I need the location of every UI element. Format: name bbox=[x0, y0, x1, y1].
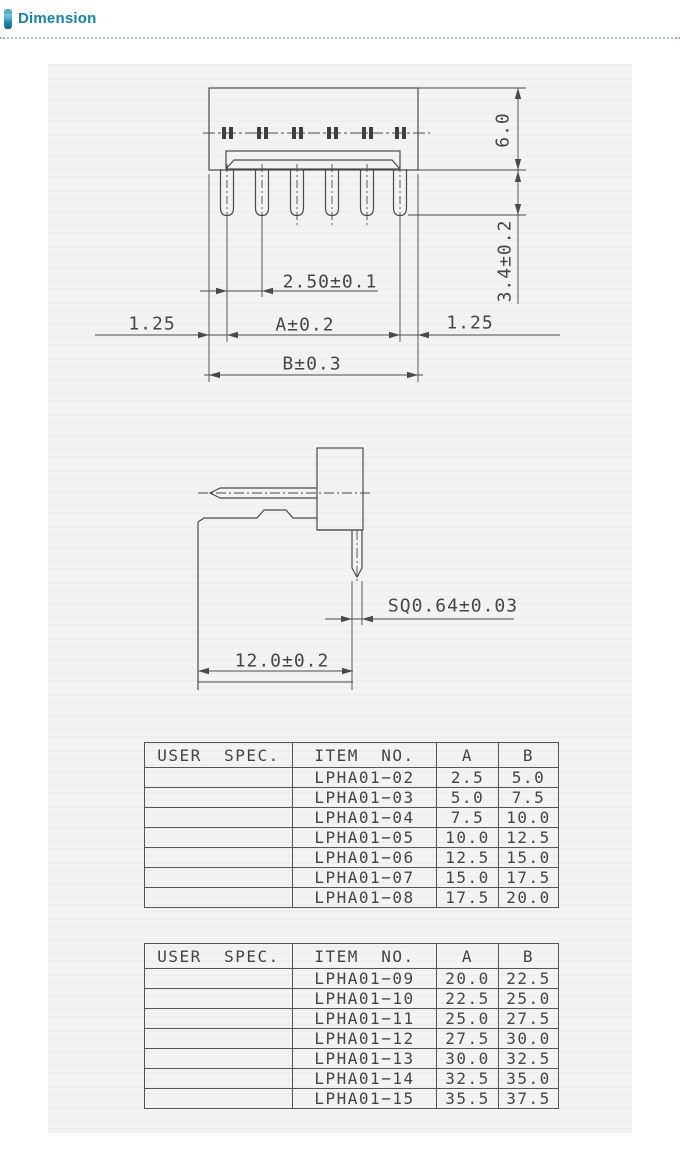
cell-user-spec bbox=[145, 768, 293, 788]
cell-user-spec bbox=[145, 868, 293, 888]
table-row bbox=[145, 888, 559, 908]
cell-dim-a: 5.0 bbox=[437, 788, 499, 808]
table-row bbox=[145, 768, 559, 788]
side-view-drawing bbox=[48, 404, 632, 704]
cell-item-no: LPHA01−07 bbox=[293, 868, 437, 888]
section-header bbox=[0, 0, 680, 42]
cell-dim-a: 32.5 bbox=[437, 1069, 499, 1089]
col-header-a: A bbox=[437, 944, 499, 969]
table-header-row bbox=[145, 944, 559, 969]
cell-item-no: LPHA01−15 bbox=[293, 1089, 437, 1109]
cell-item-no: LPHA01−03 bbox=[293, 788, 437, 808]
base-bar bbox=[226, 151, 400, 169]
table-row bbox=[145, 1049, 559, 1069]
col-header-user-spec: USER SPEC. bbox=[145, 944, 293, 969]
dim-label-pin-length: 3.4±0.2 bbox=[494, 219, 516, 303]
col-header-item-no: ITEM NO. bbox=[293, 944, 437, 969]
body-ledge bbox=[198, 510, 317, 522]
dim-label-pin-square: SQ0.64±0.03 bbox=[387, 595, 519, 617]
table-header-row bbox=[145, 743, 559, 768]
table-row bbox=[145, 868, 559, 888]
table-row bbox=[145, 1089, 559, 1109]
table-row bbox=[145, 1009, 559, 1029]
cell-dim-b: 5.0 bbox=[499, 768, 559, 788]
cell-dim-a: 7.5 bbox=[437, 808, 499, 828]
side-centerlines bbox=[198, 493, 373, 581]
user-spec-table-2 bbox=[144, 943, 559, 1109]
table-row bbox=[145, 969, 559, 989]
cell-item-no: LPHA01−10 bbox=[293, 989, 437, 1009]
cell-item-no: LPHA01−14 bbox=[293, 1069, 437, 1089]
cell-user-spec bbox=[145, 1069, 293, 1089]
cell-dim-a: 22.5 bbox=[437, 989, 499, 1009]
table-row bbox=[145, 1069, 559, 1089]
cell-user-spec bbox=[145, 969, 293, 989]
cell-dim-b: 12.5 bbox=[499, 828, 559, 848]
cell-item-no: LPHA01−04 bbox=[293, 808, 437, 828]
cell-dim-a: 10.0 bbox=[437, 828, 499, 848]
dim-label-body-height: 6.0 bbox=[492, 112, 514, 148]
cell-dim-b: 30.0 bbox=[499, 1029, 559, 1049]
section-bullet-icon bbox=[4, 9, 12, 29]
cell-dim-b: 22.5 bbox=[499, 969, 559, 989]
cell-dim-a: 25.0 bbox=[437, 1009, 499, 1029]
cell-dim-a: 2.5 bbox=[437, 768, 499, 788]
cell-dim-b: 20.0 bbox=[499, 888, 559, 908]
housing-outline bbox=[209, 88, 418, 170]
table-row bbox=[145, 788, 559, 808]
pins bbox=[221, 169, 407, 216]
horizontal-pin bbox=[210, 488, 317, 498]
cell-dim-b: 35.0 bbox=[499, 1069, 559, 1089]
cell-user-spec bbox=[145, 989, 293, 1009]
cell-user-spec bbox=[145, 828, 293, 848]
cell-dim-b: 37.5 bbox=[499, 1089, 559, 1109]
cell-dim-a: 35.5 bbox=[437, 1089, 499, 1109]
cell-item-no: LPHA01−11 bbox=[293, 1009, 437, 1029]
dim-label-edge-left: 1.25 bbox=[128, 313, 176, 335]
dim-label-body-depth: 12.0±0.2 bbox=[234, 650, 330, 672]
dim-label-edge-right: 1.25 bbox=[446, 312, 494, 334]
cell-dim-a: 12.5 bbox=[437, 848, 499, 868]
cell-item-no: LPHA01−05 bbox=[293, 828, 437, 848]
cell-item-no: LPHA01−08 bbox=[293, 888, 437, 908]
wafer-wall-outline bbox=[317, 448, 363, 530]
cell-dim-b: 27.5 bbox=[499, 1009, 559, 1029]
cell-user-spec bbox=[145, 888, 293, 908]
cell-dim-a: 15.0 bbox=[437, 868, 499, 888]
cell-user-spec bbox=[145, 1089, 293, 1109]
cell-dim-b: 25.0 bbox=[499, 989, 559, 1009]
cell-user-spec bbox=[145, 788, 293, 808]
cell-user-spec bbox=[145, 1009, 293, 1029]
col-header-b: B bbox=[499, 944, 559, 969]
section-title: Dimension bbox=[18, 10, 97, 27]
col-header-user-spec: USER SPEC. bbox=[145, 743, 293, 768]
cell-item-no: LPHA01−02 bbox=[293, 768, 437, 788]
table-row bbox=[145, 848, 559, 868]
cell-dim-a: 17.5 bbox=[437, 888, 499, 908]
cell-item-no: LPHA01−13 bbox=[293, 1049, 437, 1069]
dim-label-b: B±0.3 bbox=[282, 353, 342, 375]
cell-dim-a: 20.0 bbox=[437, 969, 499, 989]
cell-user-spec bbox=[145, 1049, 293, 1069]
cell-user-spec bbox=[145, 808, 293, 828]
cell-user-spec bbox=[145, 1029, 293, 1049]
cell-dim-b: 17.5 bbox=[499, 868, 559, 888]
table-row bbox=[145, 989, 559, 1009]
cell-dim-b: 15.0 bbox=[499, 848, 559, 868]
col-header-b: B bbox=[499, 743, 559, 768]
cell-item-no: LPHA01−06 bbox=[293, 848, 437, 868]
cell-item-no: LPHA01−12 bbox=[293, 1029, 437, 1049]
cell-item-no: LPHA01−09 bbox=[293, 969, 437, 989]
table-row bbox=[145, 828, 559, 848]
cell-dim-b: 7.5 bbox=[499, 788, 559, 808]
cell-dim-b: 32.5 bbox=[499, 1049, 559, 1069]
cell-dim-b: 10.0 bbox=[499, 808, 559, 828]
dotted-divider bbox=[0, 37, 680, 39]
drawing-panel bbox=[48, 64, 632, 1133]
cell-dim-a: 30.0 bbox=[437, 1049, 499, 1069]
table-row bbox=[145, 1029, 559, 1049]
col-header-a: A bbox=[437, 743, 499, 768]
dim-label-pin-pitch: 2.50±0.1 bbox=[282, 271, 378, 293]
table-row bbox=[145, 808, 559, 828]
user-spec-table-1 bbox=[144, 742, 559, 908]
cell-dim-a: 27.5 bbox=[437, 1029, 499, 1049]
cell-user-spec bbox=[145, 848, 293, 868]
col-header-item-no: ITEM NO. bbox=[293, 743, 437, 768]
dim-label-a: A±0.2 bbox=[275, 314, 335, 336]
